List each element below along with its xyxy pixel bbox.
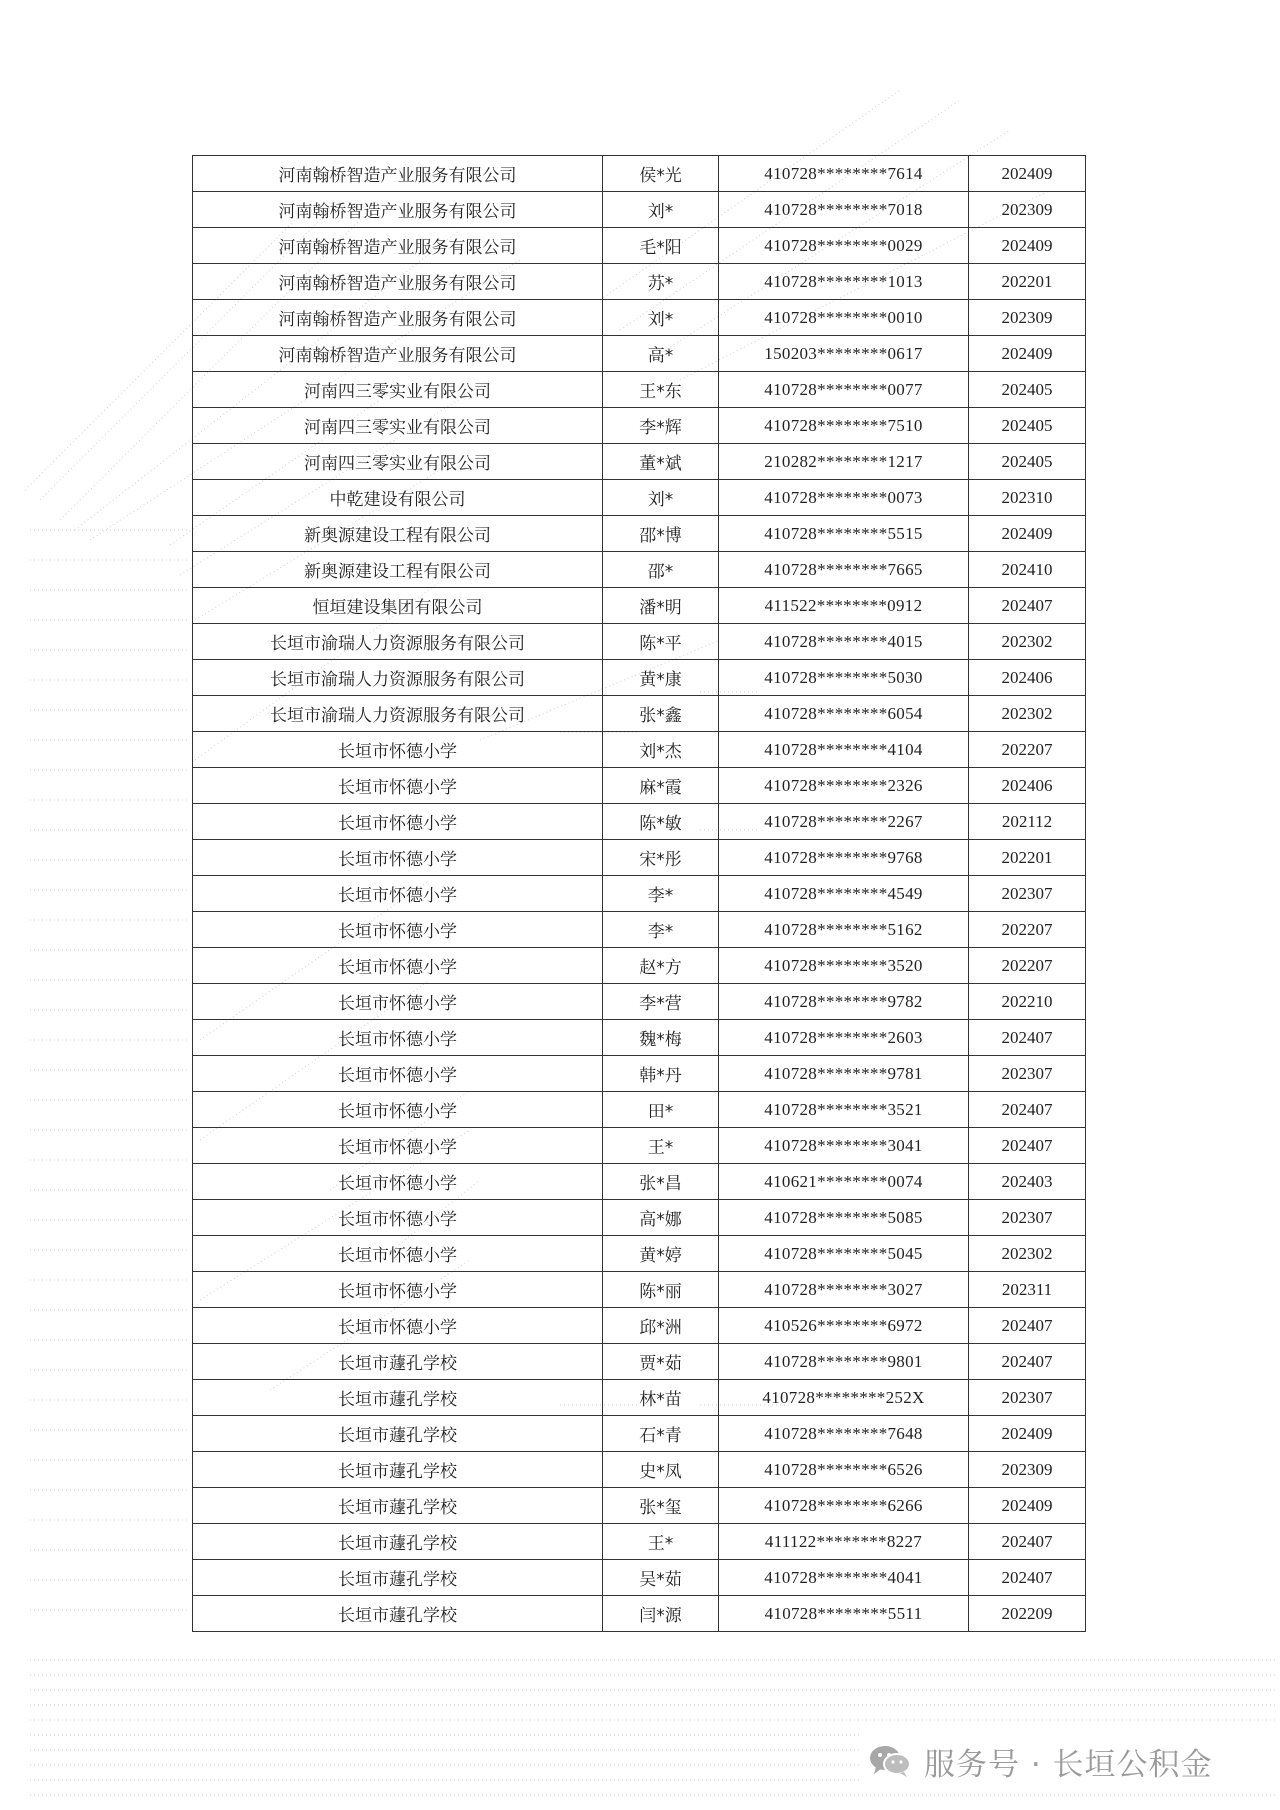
table-row: [193, 264, 1086, 300]
table-row: [193, 1272, 1086, 1308]
person-name-cell: 韩*丹: [603, 1056, 719, 1092]
person-name-cell: 闫*源: [603, 1596, 719, 1632]
id-number-cell: 410728********3521: [719, 1092, 969, 1128]
footer-watermark: [868, 1736, 1213, 1786]
table-row: [193, 768, 1086, 804]
month-cell: 202302: [969, 624, 1086, 660]
person-name-cell: 高*: [603, 336, 719, 372]
company-name-cell: 长垣市怀德小学: [193, 804, 603, 840]
person-name-cell: 林*苗: [603, 1380, 719, 1416]
company-name-cell: 长垣市怀德小学: [193, 768, 603, 804]
company-name-cell: 长垣市怀德小学: [193, 948, 603, 984]
table-row: [193, 732, 1086, 768]
table-row: [193, 336, 1086, 372]
company-name-cell: 长垣市怀德小学: [193, 984, 603, 1020]
person-name-cell: 陈*敏: [603, 804, 719, 840]
footer-account-text: 服务号 · 长垣公积金: [924, 1746, 1213, 1783]
id-number-cell: 410728********5030: [719, 660, 969, 696]
person-name-cell: 刘*: [603, 480, 719, 516]
month-cell: 202407: [969, 1560, 1086, 1596]
person-name-cell: 邱*洲: [603, 1308, 719, 1344]
month-cell: 202201: [969, 840, 1086, 876]
month-cell: 202307: [969, 876, 1086, 912]
company-name-cell: 长垣市怀德小学: [193, 1056, 603, 1092]
month-cell: 202309: [969, 192, 1086, 228]
company-name-cell: 长垣市怀德小学: [193, 876, 603, 912]
id-number-cell: 410728********5515: [719, 516, 969, 552]
table-row: [193, 552, 1086, 588]
company-name-cell: 长垣市蘧孔学校: [193, 1524, 603, 1560]
month-cell: 202201: [969, 264, 1086, 300]
month-cell: 202407: [969, 1344, 1086, 1380]
person-name-cell: 刘*: [603, 300, 719, 336]
table-row: [193, 300, 1086, 336]
person-name-cell: 石*青: [603, 1416, 719, 1452]
person-name-cell: 毛*阳: [603, 228, 719, 264]
month-cell: 202410: [969, 552, 1086, 588]
company-name-cell: 河南翰桥智造产业服务有限公司: [193, 156, 603, 192]
company-name-cell: 河南翰桥智造产业服务有限公司: [193, 192, 603, 228]
id-number-cell: 410728********2326: [719, 768, 969, 804]
month-cell: 202407: [969, 1128, 1086, 1164]
month-cell: 202407: [969, 1524, 1086, 1560]
table-row: [193, 804, 1086, 840]
id-number-cell: 410728********4549: [719, 876, 969, 912]
company-name-cell: 恒垣建设集团有限公司: [193, 588, 603, 624]
id-number-cell: 410728********9801: [719, 1344, 969, 1380]
table-row: [193, 1236, 1086, 1272]
month-cell: 202407: [969, 588, 1086, 624]
id-number-cell: 150203********0617: [719, 336, 969, 372]
company-name-cell: 长垣市蘧孔学校: [193, 1416, 603, 1452]
person-name-cell: 张*昌: [603, 1164, 719, 1200]
table-row: [193, 1560, 1086, 1596]
table-row: [193, 1308, 1086, 1344]
table-row: [193, 1020, 1086, 1056]
company-name-cell: 新奥源建设工程有限公司: [193, 516, 603, 552]
company-name-cell: 长垣市怀德小学: [193, 1200, 603, 1236]
table-row: [193, 444, 1086, 480]
table-row: [193, 876, 1086, 912]
table-row: [193, 1452, 1086, 1488]
company-name-cell: 长垣市怀德小学: [193, 1236, 603, 1272]
company-name-cell: 长垣市渝瑞人力资源服务有限公司: [193, 696, 603, 732]
company-name-cell: 长垣市蘧孔学校: [193, 1344, 603, 1380]
id-number-cell: 410728********3520: [719, 948, 969, 984]
table-row: [193, 912, 1086, 948]
person-name-cell: 高*娜: [603, 1200, 719, 1236]
id-number-cell: 410728********4015: [719, 624, 969, 660]
table-row: [193, 1380, 1086, 1416]
id-number-cell: 410728********7614: [719, 156, 969, 192]
company-name-cell: 河南四三零实业有限公司: [193, 372, 603, 408]
company-name-cell: 河南四三零实业有限公司: [193, 444, 603, 480]
month-cell: 202409: [969, 1416, 1086, 1452]
id-number-cell: 410728********0073: [719, 480, 969, 516]
person-name-cell: 张*玺: [603, 1488, 719, 1524]
table-row: [193, 480, 1086, 516]
id-number-cell: 410728********6526: [719, 1452, 969, 1488]
month-cell: 202209: [969, 1596, 1086, 1632]
month-cell: 202409: [969, 1488, 1086, 1524]
month-cell: 202112: [969, 804, 1086, 840]
id-number-cell: 410728********6266: [719, 1488, 969, 1524]
id-number-cell: 410728********7648: [719, 1416, 969, 1452]
month-cell: 202407: [969, 1092, 1086, 1128]
month-cell: 202409: [969, 336, 1086, 372]
table-row: [193, 1416, 1086, 1452]
company-name-cell: 长垣市渝瑞人力资源服务有限公司: [193, 660, 603, 696]
table-body: [193, 156, 1086, 1632]
person-name-cell: 邵*: [603, 552, 719, 588]
month-cell: 202302: [969, 696, 1086, 732]
company-name-cell: 长垣市蘧孔学校: [193, 1596, 603, 1632]
table-row: [193, 1164, 1086, 1200]
company-name-cell: 河南翰桥智造产业服务有限公司: [193, 300, 603, 336]
month-cell: 202409: [969, 156, 1086, 192]
table-row: [193, 1128, 1086, 1164]
id-number-cell: 410728********3041: [719, 1128, 969, 1164]
person-name-cell: 陈*平: [603, 624, 719, 660]
month-cell: 202405: [969, 444, 1086, 480]
person-name-cell: 黄*康: [603, 660, 719, 696]
table-row: [193, 1596, 1086, 1632]
person-name-cell: 邵*博: [603, 516, 719, 552]
table-row: [193, 1200, 1086, 1236]
table-row: [193, 228, 1086, 264]
month-cell: 202307: [969, 1056, 1086, 1092]
person-name-cell: 王*: [603, 1128, 719, 1164]
id-number-cell: 410728********7510: [719, 408, 969, 444]
table-row: [193, 516, 1086, 552]
table-row: [193, 624, 1086, 660]
table-row: [193, 1056, 1086, 1092]
company-name-cell: 长垣市怀德小学: [193, 1128, 603, 1164]
wechat-icon: [868, 1743, 912, 1779]
person-name-cell: 田*: [603, 1092, 719, 1128]
month-cell: 202302: [969, 1236, 1086, 1272]
person-name-cell: 李*辉: [603, 408, 719, 444]
month-cell: 202311: [969, 1272, 1086, 1308]
company-name-cell: 长垣市怀德小学: [193, 840, 603, 876]
person-name-cell: 张*鑫: [603, 696, 719, 732]
table-row: [193, 660, 1086, 696]
person-name-cell: 刘*杰: [603, 732, 719, 768]
month-cell: 202405: [969, 408, 1086, 444]
month-cell: 202307: [969, 1380, 1086, 1416]
company-name-cell: 长垣市怀德小学: [193, 1308, 603, 1344]
company-name-cell: 河南四三零实业有限公司: [193, 408, 603, 444]
person-name-cell: 宋*彤: [603, 840, 719, 876]
id-number-cell: 210282********1217: [719, 444, 969, 480]
id-number-cell: 410728********5162: [719, 912, 969, 948]
id-number-cell: 410728********4104: [719, 732, 969, 768]
table-row: [193, 948, 1086, 984]
person-name-cell: 李*营: [603, 984, 719, 1020]
person-name-cell: 董*斌: [603, 444, 719, 480]
person-name-cell: 刘*: [603, 192, 719, 228]
id-number-cell: 410728********5045: [719, 1236, 969, 1272]
id-number-cell: 410621********0074: [719, 1164, 969, 1200]
company-name-cell: 河南翰桥智造产业服务有限公司: [193, 336, 603, 372]
table-row: [193, 588, 1086, 624]
person-name-cell: 贾*茹: [603, 1344, 719, 1380]
company-name-cell: 长垣市怀德小学: [193, 912, 603, 948]
person-name-cell: 魏*梅: [603, 1020, 719, 1056]
company-name-cell: 中乾建设有限公司: [193, 480, 603, 516]
company-name-cell: 长垣市蘧孔学校: [193, 1452, 603, 1488]
table-row: [193, 1488, 1086, 1524]
id-number-cell: 410728********5511: [719, 1596, 969, 1632]
month-cell: 202407: [969, 1308, 1086, 1344]
month-cell: 202309: [969, 1452, 1086, 1488]
person-name-cell: 黄*婷: [603, 1236, 719, 1272]
table-row: [193, 408, 1086, 444]
month-cell: 202207: [969, 948, 1086, 984]
person-name-cell: 赵*方: [603, 948, 719, 984]
month-cell: 202310: [969, 480, 1086, 516]
company-name-cell: 长垣市怀德小学: [193, 1272, 603, 1308]
id-number-cell: 410728********7018: [719, 192, 969, 228]
month-cell: 202409: [969, 228, 1086, 264]
month-cell: 202407: [969, 1020, 1086, 1056]
company-name-cell: 长垣市怀德小学: [193, 1092, 603, 1128]
person-name-cell: 李*: [603, 912, 719, 948]
id-number-cell: 410728********9781: [719, 1056, 969, 1092]
company-name-cell: 长垣市蘧孔学校: [193, 1380, 603, 1416]
id-number-cell: 410728********7665: [719, 552, 969, 588]
id-number-cell: 410728********4041: [719, 1560, 969, 1596]
table-row: [193, 840, 1086, 876]
month-cell: 202406: [969, 660, 1086, 696]
id-number-cell: 410728********0010: [719, 300, 969, 336]
company-name-cell: 河南翰桥智造产业服务有限公司: [193, 228, 603, 264]
id-number-cell: 410728********6054: [719, 696, 969, 732]
person-name-cell: 史*凤: [603, 1452, 719, 1488]
company-name-cell: 长垣市蘧孔学校: [193, 1488, 603, 1524]
id-number-cell: 410728********252X: [719, 1380, 969, 1416]
id-number-cell: 411122********8227: [719, 1524, 969, 1560]
id-number-cell: 410526********6972: [719, 1308, 969, 1344]
person-name-cell: 苏*: [603, 264, 719, 300]
company-name-cell: 长垣市怀德小学: [193, 732, 603, 768]
month-cell: 202403: [969, 1164, 1086, 1200]
table-row: [193, 1344, 1086, 1380]
person-name-cell: 王*: [603, 1524, 719, 1560]
id-number-cell: 410728********1013: [719, 264, 969, 300]
table-row: [193, 192, 1086, 228]
table-row: [193, 696, 1086, 732]
month-cell: 202307: [969, 1200, 1086, 1236]
person-name-cell: 陈*丽: [603, 1272, 719, 1308]
month-cell: 202207: [969, 732, 1086, 768]
id-number-cell: 410728********9768: [719, 840, 969, 876]
company-name-cell: 长垣市渝瑞人力资源服务有限公司: [193, 624, 603, 660]
table-row: [193, 1524, 1086, 1560]
id-number-cell: 411522********0912: [719, 588, 969, 624]
id-number-cell: 410728********3027: [719, 1272, 969, 1308]
person-name-cell: 王*东: [603, 372, 719, 408]
person-name-cell: 侯*光: [603, 156, 719, 192]
id-number-cell: 410728********2267: [719, 804, 969, 840]
month-cell: 202309: [969, 300, 1086, 336]
table-row: [193, 372, 1086, 408]
person-name-cell: 潘*明: [603, 588, 719, 624]
person-name-cell: 麻*霞: [603, 768, 719, 804]
id-number-cell: 410728********9782: [719, 984, 969, 1020]
month-cell: 202409: [969, 516, 1086, 552]
company-name-cell: 新奥源建设工程有限公司: [193, 552, 603, 588]
month-cell: 202207: [969, 912, 1086, 948]
company-name-cell: 河南翰桥智造产业服务有限公司: [193, 264, 603, 300]
id-number-cell: 410728********0077: [719, 372, 969, 408]
record-table: [192, 155, 1086, 1632]
id-number-cell: 410728********5085: [719, 1200, 969, 1236]
month-cell: 202210: [969, 984, 1086, 1020]
company-name-cell: 长垣市怀德小学: [193, 1164, 603, 1200]
id-number-cell: 410728********2603: [719, 1020, 969, 1056]
month-cell: 202405: [969, 372, 1086, 408]
month-cell: 202406: [969, 768, 1086, 804]
person-name-cell: 吴*茹: [603, 1560, 719, 1596]
company-name-cell: 长垣市怀德小学: [193, 1020, 603, 1056]
table-row: [193, 156, 1086, 192]
id-number-cell: 410728********0029: [719, 228, 969, 264]
company-name-cell: 长垣市蘧孔学校: [193, 1560, 603, 1596]
table-row: [193, 984, 1086, 1020]
person-name-cell: 李*: [603, 876, 719, 912]
table-row: [193, 1092, 1086, 1128]
